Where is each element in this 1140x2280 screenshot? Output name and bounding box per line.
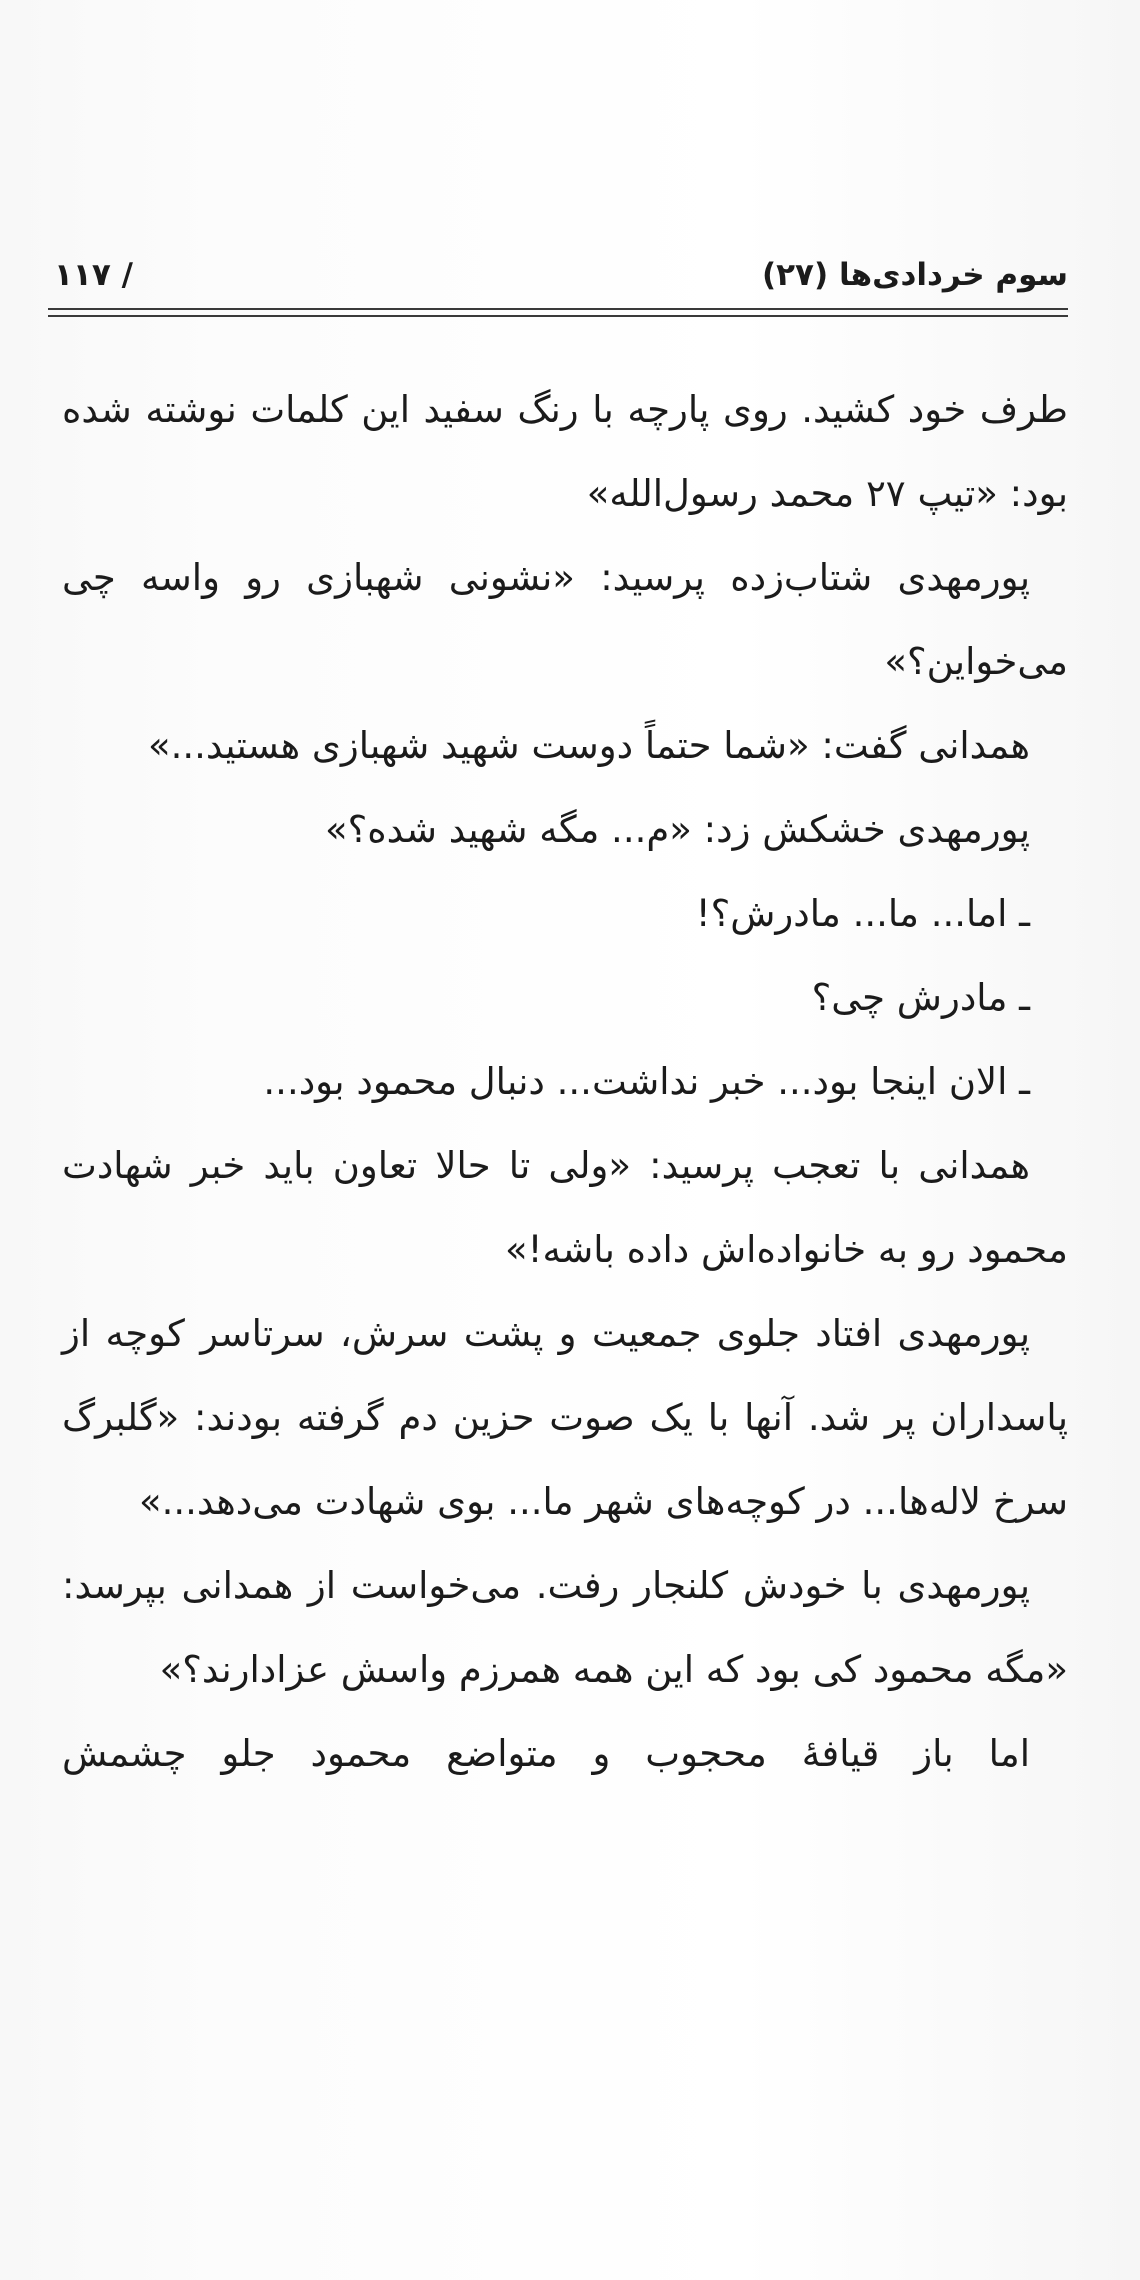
paragraph: پورمهدی با خودش کلنجار رفت. می‌خواست از همدانی بپرسد: «مگه محمود کی بود که این همه همرزم واسش عزادارند؟» [62,1564,1068,1691]
page-number: ۱۱۷ [54,257,111,293]
dialogue-line: ـ الان اینجا بود... خبر نداشت... دنبال محمود بود... [263,1060,1030,1103]
book-title: سوم خردادی‌ها (۲۷) [761,257,1068,293]
paragraph: همدانی گفت: «شما حتماً دوست شهید شهبازی هستید...» [147,724,1030,767]
page-number-group [54,257,133,293]
paragraph: پورمهدی افتاد جلوی جمعیت و پشت سرش، سرتاسر کوچه از پاسداران پر شد. آنها با یک صوت حزین دم گرفته بودند: «گلبرگ سرخ لاله‌ها... در کوچه‌های شهر ما... بوی شهادت می‌دهد...» [62,1312,1068,1523]
dialogue-line: ـ مادرش چی؟ [811,976,1030,1019]
paragraph: طرف خود کشید. روی پارچه با رنگ سفید این کلمات نوشته شده بود: «تیپ ۲۷ محمد رسول‌الله» [62,388,1068,515]
paragraph: اما باز قیافهٔ محجوب و متواضع محمود جلو چشمش [62,1732,1030,1775]
paragraph: پورمهدی خشکش زد: «م... مگه شهید شده؟» [324,808,1030,851]
header-rule-top [48,308,1068,310]
paragraph: همدانی با تعجب پرسید: «ولی تا حالا تعاون باید خبر شهادت محمود رو به خانواده‌اش داده باشه!» [62,1144,1068,1271]
header-rule-bottom [48,315,1068,317]
paragraph: پورمهدی شتاب‌زده پرسید: «نشونی شهبازی رو واسه چی می‌خواین؟» [62,556,1068,683]
running-header [54,240,1068,310]
dialogue-line: ـ اما... ما... مادرش؟! [695,892,1030,935]
body-text [62,368,1068,1796]
header-separator: / [121,257,133,293]
